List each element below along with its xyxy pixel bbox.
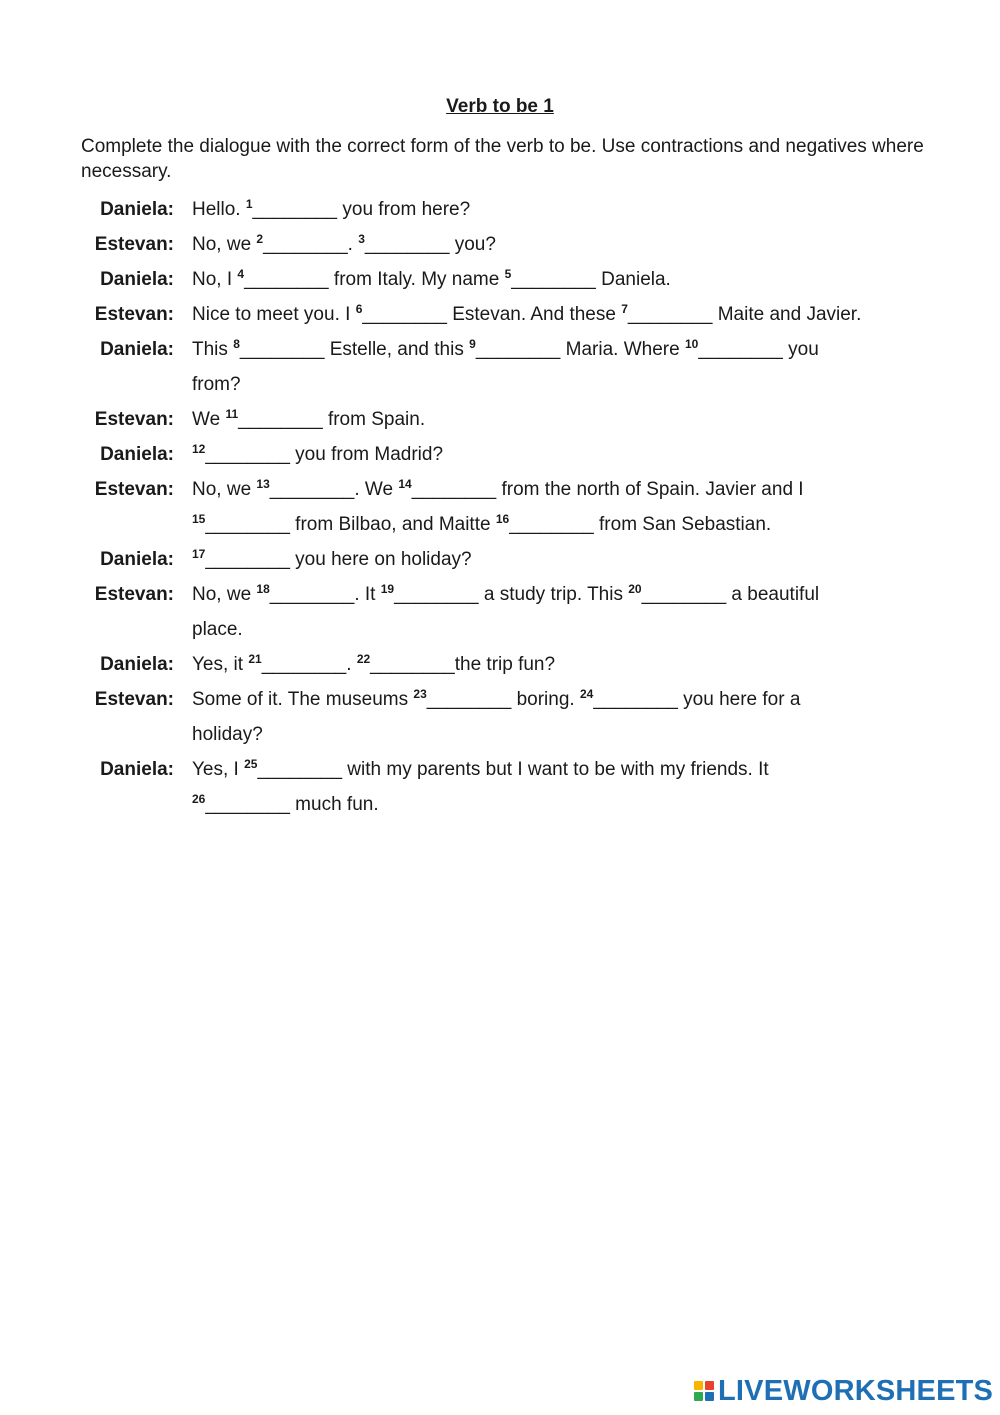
gap-number: 6 [355, 302, 363, 316]
dialogue-text: Yes, I [192, 759, 245, 780]
dialogue-turn [0, 472, 1000, 542]
gap-number: 25 [244, 757, 258, 771]
dialogue-turn [0, 192, 1000, 227]
dialogue-text: you? [449, 234, 496, 255]
dialogue-text: from San Sebastian. [593, 514, 772, 535]
dialogue-line [192, 682, 892, 717]
gap-number: 14 [398, 477, 412, 491]
dialogue-turn [0, 577, 1000, 647]
dialogue-turn [0, 262, 1000, 297]
answer-blank-1[interactable]: ________ [252, 199, 338, 220]
dialogue-text: . [347, 234, 359, 255]
gap-number: 22 [356, 652, 371, 666]
answer-blank-9[interactable]: ________ [475, 339, 561, 360]
gap-number: 1 [245, 197, 253, 211]
dialogue-text: Daniela. [595, 269, 671, 290]
speaker-name: Estevan: [94, 584, 174, 605]
liveworksheets-logo [694, 1374, 993, 1408]
gap-number: 10 [684, 337, 699, 351]
speaker-name: Estevan: [94, 304, 174, 325]
speaker-name: Daniela: [100, 199, 174, 220]
dialogue-text: the trip fun? [454, 654, 556, 675]
dialogue-text: Maria. Where [560, 339, 685, 360]
dialogue-line [192, 297, 892, 332]
dialogue-text: . It [354, 584, 381, 605]
gap-number: 13 [256, 477, 270, 491]
gap-number: 8 [233, 337, 240, 351]
dialogue-text: Nice to meet you. I [192, 304, 356, 325]
dialogue-text: from Italy. My name [328, 269, 505, 290]
answer-blank-11[interactable]: ________ [238, 409, 323, 430]
dialogue-text: with my parents but I want to be with my friends. It [342, 759, 769, 780]
logo-tile [705, 1392, 714, 1401]
dialogue-text: a study trip. This [478, 584, 629, 605]
dialogue-text: holiday? [192, 724, 263, 745]
gap-number: 12 [192, 442, 206, 456]
dialogue-line [192, 717, 892, 752]
dialogue-line [192, 472, 892, 507]
gap-number: 11 [225, 407, 239, 421]
gap-number: 17 [192, 547, 206, 561]
speaker-name: Estevan: [94, 234, 174, 255]
logo-tile [705, 1381, 714, 1390]
dialogue-line [192, 542, 892, 577]
dialogue-text: boring. [511, 689, 580, 710]
answer-blank-24[interactable]: ________ [593, 689, 678, 710]
speaker-name: Daniela: [100, 444, 174, 465]
dialogue-turn [0, 332, 1000, 402]
speaker-name: Daniela: [100, 759, 174, 780]
answer-blank-2[interactable]: ________ [263, 234, 348, 255]
answer-blank-10[interactable]: ________ [698, 339, 783, 360]
gap-number: 18 [256, 582, 270, 596]
dialogue-text: you here for a [677, 689, 801, 710]
speaker-name: Daniela: [100, 339, 174, 360]
logo-tile [694, 1381, 703, 1390]
dialogue-turn [0, 752, 1000, 822]
dialogue-text: No, I [192, 269, 238, 290]
answer-blank-21[interactable]: ________ [261, 654, 347, 675]
answer-blank-23[interactable]: ________ [426, 689, 512, 710]
dialogue-turn [0, 227, 1000, 262]
answer-blank-4[interactable]: ________ [244, 269, 329, 290]
gap-number: 21 [248, 652, 262, 666]
gap-number: 20 [628, 582, 642, 596]
dialogue-text: from Bilbao, and Maitte [289, 514, 496, 535]
dialogue-turn [0, 542, 1000, 577]
gap-number: 4 [237, 267, 245, 281]
speaker-name: Estevan: [94, 479, 174, 500]
answer-blank-3[interactable]: ________ [364, 234, 450, 255]
dialogue-line [192, 402, 892, 437]
gap-number: 7 [621, 302, 628, 316]
dialogue-text: No, we [192, 584, 257, 605]
gap-number: 15 [192, 512, 206, 526]
dialogue-text: . We [354, 479, 399, 500]
dialogue-text: a beautiful [726, 584, 820, 605]
dialogue-line [192, 227, 892, 262]
dialogue-turn [0, 437, 1000, 472]
dialogue-text: We [192, 409, 226, 430]
speaker-name: Daniela: [100, 654, 174, 675]
dialogue-line [192, 332, 892, 367]
answer-blank-26[interactable]: ________ [205, 794, 290, 815]
answer-blank-19[interactable]: ________ [394, 584, 479, 605]
answer-blank-17[interactable]: ________ [205, 549, 290, 570]
answer-blank-15[interactable]: ________ [205, 514, 290, 535]
logo-tile [694, 1392, 703, 1401]
dialogue-turn [0, 682, 1000, 752]
answer-blank-13[interactable]: ________ [269, 479, 355, 500]
answer-blank-14[interactable]: ________ [411, 479, 497, 500]
instructions-text: Complete the dialogue with the correct form of the verb to be. Use contractions and negatives where necessary. [81, 136, 924, 182]
dialogue [0, 192, 1000, 822]
gap-number: 16 [495, 512, 510, 526]
dialogue-line [192, 507, 892, 542]
dialogue-text: No, we [192, 479, 257, 500]
answer-blank-16[interactable]: ________ [509, 514, 594, 535]
answer-blank-6[interactable]: ________ [362, 304, 447, 325]
dialogue-text: from Spain. [322, 409, 426, 430]
dialogue-text: you from Madrid? [289, 444, 444, 465]
gap-number: 19 [380, 582, 395, 596]
dialogue-text: place. [192, 619, 243, 640]
answer-blank-22[interactable]: ________ [370, 654, 455, 675]
gap-number: 5 [504, 267, 512, 281]
logo-text: LIVEWORKSHEETS [718, 1374, 994, 1407]
dialogue-line [192, 437, 892, 472]
answer-blank-5[interactable]: ________ [511, 269, 596, 290]
answer-blank-20[interactable]: ________ [641, 584, 727, 605]
dialogue-line [192, 192, 892, 227]
gap-number: 24 [579, 687, 594, 701]
dialogue-text: Yes, it [192, 654, 249, 675]
gap-number: 9 [469, 337, 476, 351]
dialogue-text: much fun. [289, 794, 379, 815]
dialogue-line [192, 752, 892, 787]
answer-blank-7[interactable]: ________ [627, 304, 713, 325]
dialogue-line [192, 367, 892, 402]
worksheet-title: Verb to be 1 [446, 96, 554, 117]
dialogue-text: Some of it. The museums [192, 689, 414, 710]
logo-grid-icon [694, 1381, 714, 1401]
dialogue-text: from? [192, 374, 241, 395]
answer-blank-12[interactable]: ________ [205, 444, 290, 465]
dialogue-line [192, 262, 892, 297]
answer-blank-25[interactable]: ________ [257, 759, 343, 780]
dialogue-text: . [346, 654, 357, 675]
gap-number: 3 [358, 232, 365, 246]
dialogue-text: No, we [192, 234, 257, 255]
dialogue-text: Estelle, and this [324, 339, 470, 360]
speaker-name: Daniela: [100, 269, 174, 290]
answer-blank-8[interactable]: ________ [239, 339, 325, 360]
dialogue-line [192, 612, 892, 647]
dialogue-text: Hello. [192, 199, 246, 220]
dialogue-turn [0, 402, 1000, 437]
dialogue-text: you from here? [337, 199, 471, 220]
dialogue-text: you here on holiday? [289, 549, 472, 570]
dialogue-line [192, 787, 892, 822]
dialogue-turn [0, 647, 1000, 682]
gap-number: 23 [413, 687, 427, 701]
dialogue-turn [0, 297, 1000, 332]
dialogue-text: you [782, 339, 819, 360]
dialogue-text: Estevan. And these [446, 304, 622, 325]
dialogue-text: Maite and Javier. [712, 304, 862, 325]
speaker-name: Daniela: [100, 549, 174, 570]
speaker-name: Estevan: [94, 689, 174, 710]
dialogue-text: from the north of Spain. Javier and I [496, 479, 804, 500]
dialogue-line [192, 577, 892, 612]
gap-number: 2 [256, 232, 264, 246]
speaker-name: Estevan: [94, 409, 174, 430]
answer-blank-18[interactable]: ________ [269, 584, 355, 605]
dialogue-text: This [192, 339, 234, 360]
gap-number: 26 [192, 792, 206, 806]
dialogue-line [192, 647, 892, 682]
